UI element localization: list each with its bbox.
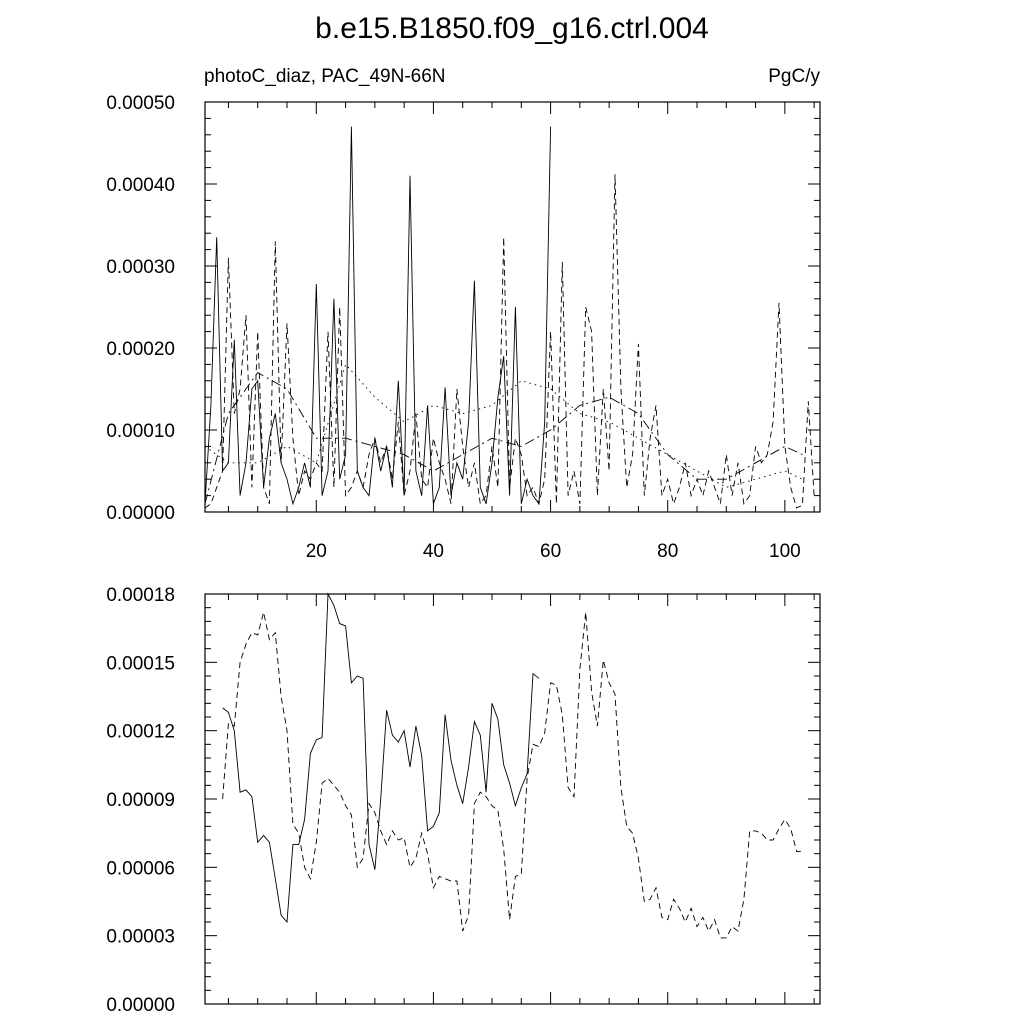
bottom-series-line-dashed [223,612,803,938]
top-subtitle-left: photoC_diaz, PAC_49N-66N [204,66,446,87]
top-x-tick-label: 40 [422,541,444,562]
top-series-line-dashed [205,174,814,508]
bottom-panel [106,585,820,1016]
bottom-y-tick-label: 0.00012 [106,721,175,743]
figure-title: b.e15.B1850.f09_g16.ctrl.004 [315,12,709,45]
top-y-tick-label: 0.00050 [106,93,175,114]
top-x-tick-label: 100 [769,541,801,562]
bottom-series-line-solid [223,594,539,922]
top-y-tick-label: 0.00040 [106,175,175,196]
top-series-line-dotted [205,364,802,487]
bottom-y-tick-label: 0.00003 [106,926,175,948]
top-x-tick-label: 60 [540,541,562,562]
top-panel [106,93,820,562]
bottom-y-tick-label: 0.00018 [106,585,175,606]
bottom-plot-frame [205,594,820,1004]
bottom-y-tick-label: 0.00009 [106,790,175,811]
bottom-y-tick-label: 0.00000 [106,995,175,1016]
top-y-tick-label: 0.00000 [106,503,175,524]
top-x-tick-label: 20 [305,541,327,562]
top-y-tick-label: 0.00030 [106,257,175,278]
bottom-y-tick-label: 0.00015 [106,653,175,675]
top-series-line-dash-dot [205,373,802,504]
top-x-tick-label: 80 [657,541,679,562]
top-y-tick-label: 0.00010 [106,421,175,442]
top-subtitle-right: PgC/y [768,66,820,87]
bottom-y-tick-label: 0.00006 [106,858,175,880]
top-series-line-solid [205,127,551,504]
top-plot-frame [205,102,820,512]
top-y-tick-label: 0.00020 [106,339,175,360]
